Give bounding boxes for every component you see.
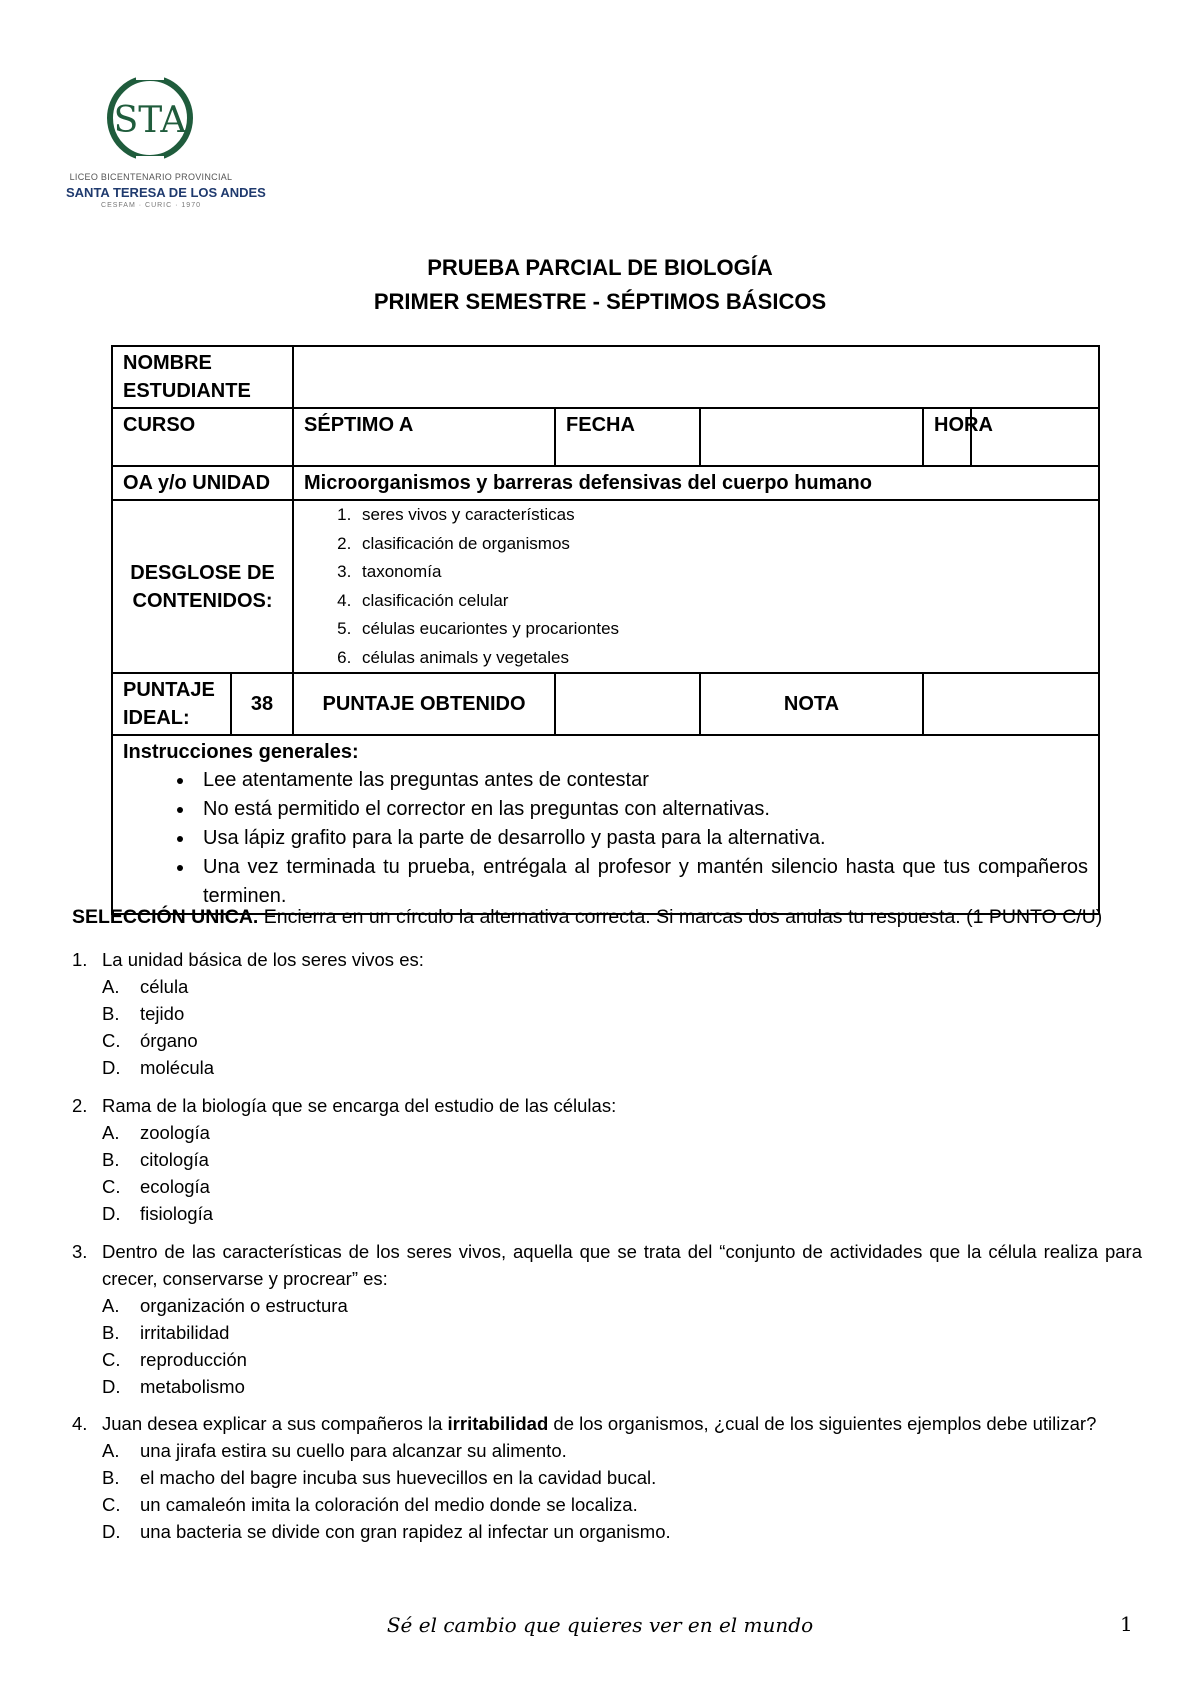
question-4 [72, 1410, 1142, 1545]
page-title: PRUEBA PARCIAL DE BIOLOGÍA [427, 255, 773, 280]
fecha-field[interactable] [700, 408, 923, 466]
option-c[interactable]: C. un camaleón imita la coloración del medio donde se localiza. [102, 1494, 638, 1515]
question-number: 3. [72, 1241, 88, 1262]
logo-line-1: LICEO BICENTENARIO PROVINCIAL [69, 172, 233, 182]
question-number: 4. [72, 1413, 88, 1434]
content-item: 5. células eucariontes y procariontes [356, 615, 1088, 644]
nombre-field[interactable] [293, 346, 1099, 408]
instructions-cell [112, 735, 1099, 914]
nota-field[interactable] [923, 673, 1099, 735]
content-item: 6. células animals y vegetales [356, 644, 1088, 673]
oa-label: OA y/o UNIDAD [112, 466, 293, 500]
hora-label: HORA [923, 408, 971, 466]
content-item: 2. clasificación de organismos [356, 530, 1088, 559]
page-number: 1 [1120, 1612, 1133, 1636]
desglose-label: DESGLOSE DE CONTENIDOS: [112, 500, 293, 673]
logo-line-3: CESFAM · CURIC · 1970 [101, 202, 201, 209]
option-d[interactable]: D. molécula [102, 1057, 215, 1078]
option-d[interactable]: D. una bacteria se divide con gran rapidez al infectar un organismo. [102, 1521, 671, 1542]
option-c[interactable]: C. ecología [102, 1176, 210, 1197]
instruction-item: • Lee atentamente las preguntas antes de contestar [195, 766, 1088, 795]
option-a[interactable]: A. célula [102, 976, 189, 997]
puntaje-ideal-label: PUNTAJE IDEAL: [112, 673, 231, 735]
school-seal-icon [66, 68, 236, 172]
question-3 [72, 1238, 1142, 1400]
section-heading [72, 906, 1142, 929]
footer-motto: Sé el cambio que quieres ver en el mundo [386, 1613, 814, 1637]
fecha-label: FECHA [555, 408, 700, 466]
option-d[interactable]: D. fisiología [102, 1203, 214, 1224]
option-b[interactable]: B. citología [102, 1149, 209, 1170]
puntaje-ideal-value: 38 [231, 673, 293, 735]
nota-label: NOTA [700, 673, 923, 735]
question-number: 2. [72, 1095, 88, 1116]
instruction-item: • No está permitido el corrector en las preguntas con alternativas. [195, 795, 1088, 824]
option-a[interactable]: A. una jirafa estira su cuello para alcanzar su alimento. [102, 1440, 567, 1461]
option-a[interactable]: A. zoología [102, 1122, 210, 1143]
section-title: SELECCIÓN UNICA. [72, 906, 259, 928]
logo-line-2: SANTA TERESA DE LOS ANDES [66, 185, 266, 200]
puntaje-obtenido-field[interactable] [555, 673, 700, 735]
section-text: Encierra en un círculo la alternativa correcta. Si marcas dos anulas tu respuesta. (1 PUNTO C/U) [258, 906, 1103, 928]
keyword-irritabilidad: irritabilidad [447, 1413, 549, 1434]
page-subtitle: PRIMER SEMESTRE - SÉPTIMOS BÁSICOS [373, 289, 827, 314]
instructions-list [123, 766, 1088, 911]
question-text: La unidad básica de los seres vivos es: [102, 949, 424, 970]
content-item: 4. clasificación celular [356, 587, 1088, 616]
school-logo [66, 68, 266, 218]
question-text: Rama de la biología que se encarga del estudio de las células: [102, 1095, 617, 1116]
contents-list [304, 501, 1088, 672]
content-item: 3. taxonomía [356, 558, 1088, 587]
question-text: Juan desea explicar a sus compañeros la irritabilidad de los organismos, ¿cual de los siguientes ejemplos debe utilizar? [102, 1413, 1097, 1434]
nombre-label: NOMBRE ESTUDIANTE [112, 346, 293, 408]
content-item: 1. seres vivos y características [356, 501, 1088, 530]
question-text: Dentro de las características de los seres vivos, aquella que se trata del “conjunto de actividades que la célula realiza para crecer, conservarse y procrear” es: [102, 1241, 1142, 1289]
question-number: 1. [72, 949, 88, 970]
logo-initials: STA [113, 100, 187, 141]
option-a[interactable]: A. organización o estructura [102, 1295, 348, 1316]
puntaje-obtenido-label: PUNTAJE OBTENIDO [293, 673, 555, 735]
curso-label: CURSO [112, 408, 293, 466]
instructions-title: Instrucciones generales: [123, 741, 359, 763]
option-b[interactable]: B. el macho del bagre incuba sus huevecillos en la cavidad bucal. [102, 1467, 657, 1488]
option-b[interactable]: B. irritabilidad [102, 1322, 230, 1343]
oa-value: Microorganismos y barreras defensivas del cuerpo humano [293, 466, 1099, 500]
option-d[interactable]: D. metabolismo [102, 1376, 245, 1397]
curso-value: SÉPTIMO A [293, 408, 555, 466]
instruction-item: • Usa lápiz grafito para la parte de desarrollo y pasta para la alternativa. [195, 824, 1088, 853]
option-b[interactable]: B. tejido [102, 1003, 185, 1024]
question-1 [72, 946, 1142, 1081]
option-c[interactable]: C. reproducción [102, 1349, 247, 1370]
question-2 [72, 1092, 1142, 1227]
instruction-item: • Una vez terminada tu prueba, entrégala al profesor y mantén silencio hasta que tus compañeros terminen. [195, 853, 1088, 911]
student-info-table [111, 345, 1100, 915]
contents-cell [293, 500, 1099, 673]
option-c[interactable]: C. órgano [102, 1030, 198, 1051]
